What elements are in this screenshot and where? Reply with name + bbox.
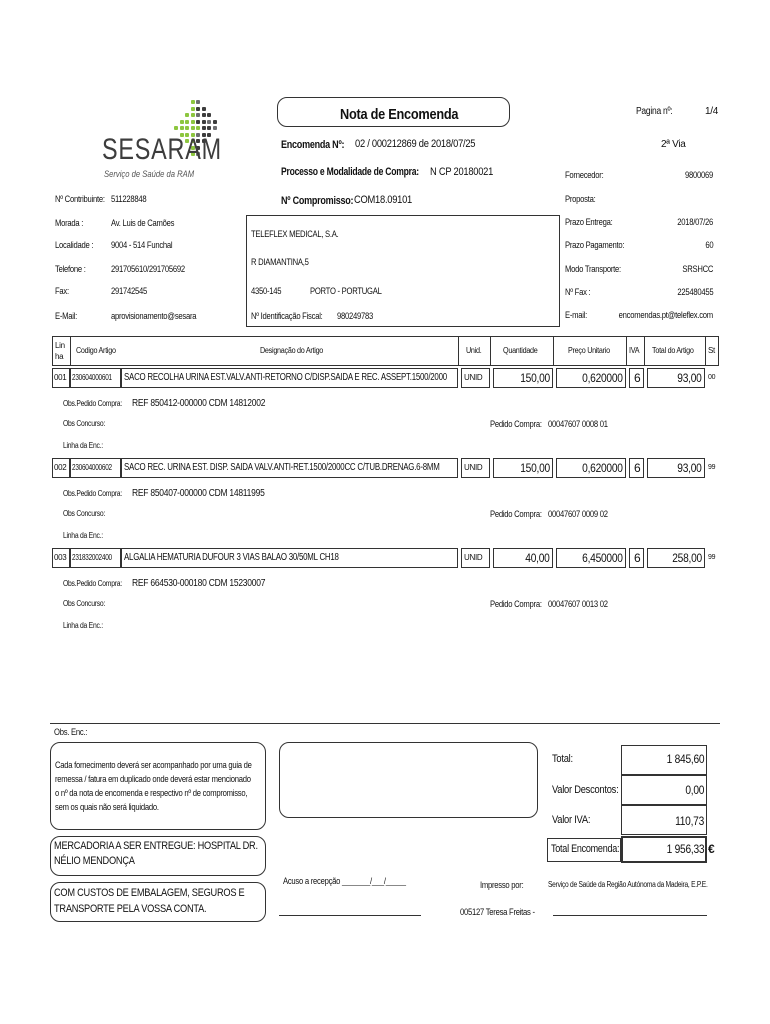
row-unid: UNID: [464, 553, 483, 562]
impresso-label: Impresso por:: [480, 880, 524, 890]
supplier-postal: 4350-145: [251, 286, 282, 296]
total-encomenda-label: Total Encomenda:: [551, 843, 620, 855]
note-line-3: o nº da nota de encomenda e respectivo nº de compromisso,: [55, 788, 248, 798]
compromisso-label: Nº Compromisso:: [281, 195, 354, 207]
row-iva: 6: [634, 551, 641, 565]
obs-enc-label: Obs. Enc.:: [54, 727, 88, 737]
via-label: 2ª Via: [661, 139, 686, 150]
logo-dot: [191, 120, 195, 124]
logo-dot: [202, 113, 206, 117]
linha-enc-label: Linha da Enc.:: [63, 531, 103, 540]
row-preco: 0,620000: [582, 371, 623, 385]
proposta-label: Proposta:: [565, 194, 596, 204]
pedido-compra-label: Pedido Compra:: [490, 419, 542, 429]
fornecedor-label: Fornecedor:: [565, 170, 604, 180]
currency-symbol: €: [708, 842, 715, 856]
processo-label: Processo e Modalidade de Compra:: [281, 166, 419, 178]
row-unid: UNID: [464, 373, 483, 382]
logo-dot: [191, 107, 195, 111]
supplier-city: PORTO - PORTUGAL: [310, 286, 382, 296]
page-label: Pagina nº:: [636, 106, 673, 117]
logo-dot: [196, 100, 200, 104]
logo-dot: [180, 126, 184, 130]
obs-pedido-value: REF 850407-000000 CDM 14811995: [132, 488, 265, 499]
supplier-name: TELEFLEX MEDICAL, S.A.: [251, 229, 339, 239]
col-st: St: [708, 346, 715, 355]
row-quantidade: 40,00: [525, 551, 550, 565]
custos-line-2: TRANSPORTE PELA VOSSA CONTA.: [54, 903, 207, 915]
row-quantidade: 150,00: [520, 371, 550, 385]
fax-label: Fax:: [55, 286, 69, 296]
logo-dot: [202, 126, 206, 130]
compromisso-value: COM18.09101: [354, 194, 413, 206]
telefone-label: Telefone :: [55, 264, 86, 274]
row-lin: 002: [54, 463, 67, 472]
telefone-value: 291705610/291705692: [111, 264, 185, 274]
processo-value: N CP 20180021: [430, 166, 494, 178]
total-label: Total:: [552, 753, 573, 765]
logo-dot: [213, 120, 217, 124]
logo-dot: [213, 126, 217, 130]
col-codigo: Codigo Artigo: [76, 346, 116, 355]
modo-transporte-label: Modo Transporte:: [565, 264, 621, 274]
row-preco: 0,620000: [582, 461, 623, 475]
custos-line-1: COM CUSTOS DE EMBALAGEM, SEGUROS E: [54, 887, 245, 899]
logo-dot: [191, 100, 195, 104]
linha-enc-label: Linha da Enc.:: [63, 441, 103, 450]
logo-dot: [207, 113, 211, 117]
row-st: 00: [708, 374, 716, 381]
row-designacao: SACO REC. URINA EST. DISP. SAIDA VALV.ANTI-RET.1500/2000CC C/TUB.DRENAG.6-8MM: [124, 462, 440, 473]
obs-pedido-label: Obs.Pedido Compra:: [63, 489, 122, 498]
logo-dot: [196, 126, 200, 130]
descontos-value: 0,00: [685, 783, 704, 797]
prazo-pagamento-label: Prazo Pagamento:: [565, 240, 625, 250]
logo-dot: [196, 107, 200, 111]
logo-dot: [185, 126, 189, 130]
localidade-value: 9004 - 514 Funchal: [111, 240, 173, 250]
fax-value: 291742545: [111, 286, 148, 296]
prazo-pagamento-value: 60: [704, 240, 713, 250]
row-designacao: SACO RECOLHA URINA EST.VALV.ANTI-RETORNO C/DISP.SAIDA E REC. ASSEPT.1500/2000: [124, 372, 447, 383]
supplier-email-value: encomendas.pt@teleflex.com: [618, 310, 713, 320]
encomenda-label: Encomenda Nº:: [281, 139, 345, 151]
logo-dot: [202, 107, 206, 111]
table-header: [52, 336, 719, 366]
col-designacao: Designação do Artigo: [260, 346, 324, 355]
supplier-fax-value: 225480455: [676, 287, 713, 297]
morada-value: Av. Luis de Camões: [111, 218, 175, 228]
col-iva: IVA: [629, 346, 640, 355]
total-value: 1 845,60: [666, 752, 704, 766]
prazo-entrega-label: Prazo Entrega:: [565, 217, 613, 227]
col-unid: Unid.: [466, 346, 482, 355]
impresso-value: 005127 Teresa Freitas -: [460, 907, 535, 917]
logo-tagline: Serviço de Saúde da RAM: [104, 169, 195, 179]
servico-saude: Serviço de Saúde da Região Autónoma da Madeira, E.P.E.: [548, 880, 708, 889]
row-total: 258,00: [672, 551, 702, 565]
note-line-1: Cada fornecimento deverá ser acompanhado por uma guia de: [55, 760, 252, 770]
logo-dot: [174, 126, 178, 130]
row-lin: 001: [54, 373, 67, 382]
row-designacao: ALGALIA HEMATURIA DUFOUR 3 VIAS BALAO 30/50ML CH18: [124, 552, 339, 563]
obs-concurso-label: Obs Concurso:: [63, 599, 106, 608]
pedido-compra-value: 00047607 0013 02: [548, 599, 608, 609]
row-codigo: 230604000602: [72, 463, 112, 472]
note-box: [50, 742, 266, 830]
acuso-recepcao: Acuso a recepção _______/___/_____: [283, 876, 406, 886]
document-title: Nota de Encomenda: [340, 106, 459, 123]
obs-concurso-label: Obs Concurso:: [63, 419, 106, 428]
row-preco: 6,450000: [582, 551, 623, 565]
logo-dot: [191, 113, 195, 117]
logo-dot: [185, 113, 189, 117]
pedido-compra-label: Pedido Compra:: [490, 599, 542, 609]
row-iva: 6: [634, 371, 641, 385]
supplier-nif-label: Nº Identificação Fiscal:: [251, 311, 323, 321]
note-line-2: remessa / fatura em duplicado onde deverá estar mencionado: [55, 774, 251, 784]
col-preco: Preço Unitario: [568, 346, 610, 355]
supplier-fax-label: Nº Fax :: [565, 287, 591, 297]
row-unid: UNID: [464, 463, 483, 472]
supplier-nif-value: 980249783: [337, 311, 374, 321]
encomenda-value: 02 / 000212869 de 2018/07/25: [355, 138, 476, 150]
email-value: aprovisionamento@sesara: [111, 311, 197, 321]
row-lin: 003: [54, 553, 67, 562]
mercadoria-line-2: NÉLIO MENDONÇA: [54, 855, 135, 867]
valor-iva-label: Valor IVA:: [552, 814, 591, 826]
logo-dot: [196, 113, 200, 117]
signature-line-recepcao: [279, 915, 421, 916]
prazo-entrega-value: 2018/07/26: [677, 217, 713, 227]
col-quantidade: Quantidade: [503, 346, 538, 355]
page-value: 1/4: [705, 106, 719, 117]
fornecedor-value: 9800069: [684, 170, 713, 180]
obs-pedido-label: Obs.Pedido Compra:: [63, 399, 122, 408]
logo-dot: [207, 120, 211, 124]
logo-dot: [185, 120, 189, 124]
pedido-compra-value: 00047607 0008 01: [548, 419, 608, 429]
obs-pedido-label: Obs.Pedido Compra:: [63, 579, 122, 588]
contribuinte-label: Nº Contribuinte:: [55, 194, 105, 204]
logo-dot: [202, 120, 206, 124]
row-total: 93,00: [677, 371, 702, 385]
logo-name: SESARAM: [102, 133, 222, 166]
col-linha: Lin ha: [55, 341, 65, 361]
valor-iva-value: 110,73: [675, 814, 704, 828]
descontos-label: Valor Descontos:: [552, 784, 619, 796]
row-quantidade: 150,00: [520, 461, 550, 475]
total-encomenda-value: 1 956,33: [666, 842, 704, 856]
supplier-street: R DIAMANTINA,5: [251, 257, 309, 267]
signature-line-servico: [553, 915, 707, 916]
logo-dot: [196, 120, 200, 124]
logo-dot: [180, 120, 184, 124]
mercadoria-line-1: MERCADORIA A SER ENTREGUE: HOSPITAL DR.: [54, 840, 258, 852]
linha-enc-label: Linha da Enc.:: [63, 621, 103, 630]
pedido-compra-value: 00047607 0009 02: [548, 509, 608, 519]
logo-dot: [191, 126, 195, 130]
obs-concurso-label: Obs Concurso:: [63, 509, 106, 518]
footer-divider: [50, 723, 720, 724]
row-total: 93,00: [677, 461, 702, 475]
supplier-email-label: E-mail:: [565, 310, 588, 320]
row-st: 99: [708, 554, 716, 561]
logo-dot: [207, 126, 211, 130]
morada-label: Morada :: [55, 218, 84, 228]
modo-transporte-value: SRSHCC: [682, 264, 713, 274]
contribuinte-value: 511228848: [111, 194, 147, 204]
row-iva: 6: [634, 461, 641, 475]
pedido-compra-label: Pedido Compra:: [490, 509, 542, 519]
note-line-4: sem os quais não será liquidado.: [55, 802, 159, 812]
obs-pedido-value: REF 664530-000180 CDM 15230007: [132, 578, 266, 589]
email-label: E-Mail:: [55, 311, 78, 321]
obs-pedido-value: REF 850412-000000 CDM 14812002: [132, 398, 266, 409]
row-codigo: 231832002400: [72, 553, 112, 562]
row-codigo: 230604000601: [72, 373, 112, 382]
obs-blank-box: [279, 742, 538, 818]
localidade-label: Localidade :: [55, 240, 94, 250]
row-st: 99: [708, 464, 716, 471]
col-total: Total do Artigo: [652, 346, 694, 355]
